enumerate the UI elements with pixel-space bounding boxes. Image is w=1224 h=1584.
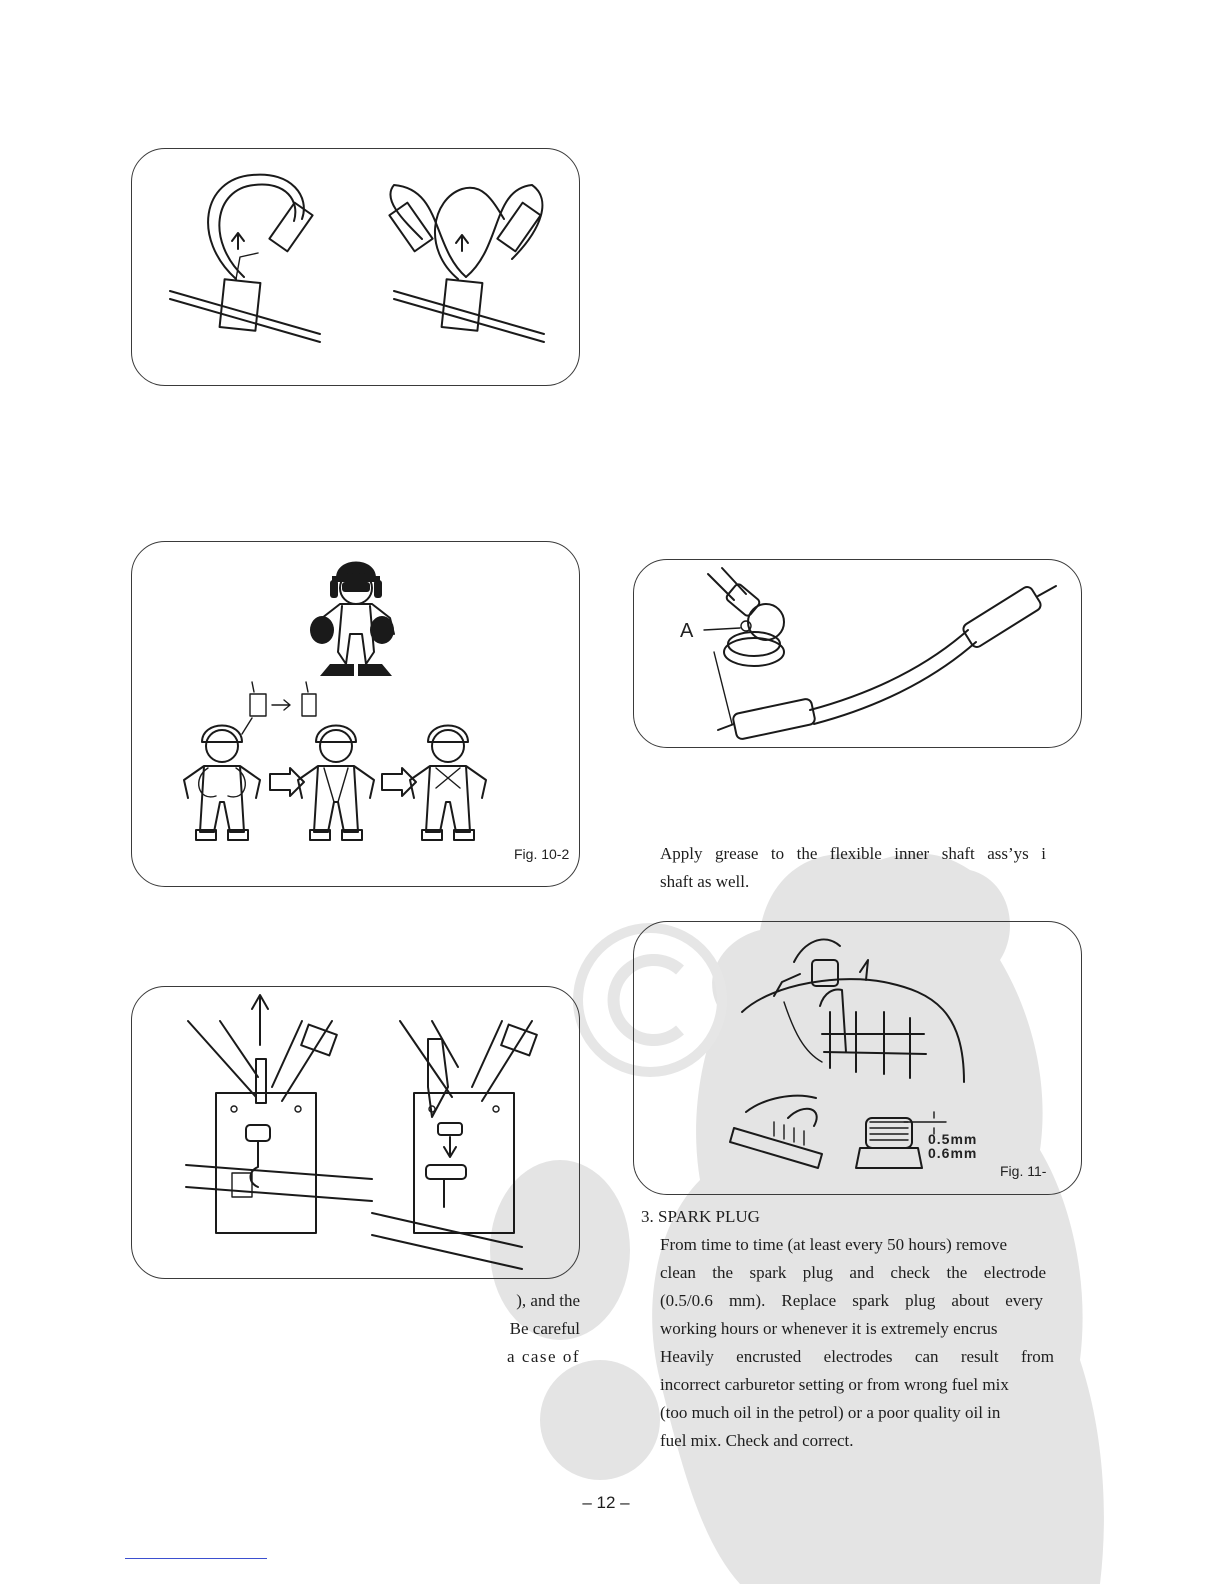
left-fragment-line-1: ), and the bbox=[516, 1291, 580, 1310]
figure-10-1-frame bbox=[131, 148, 580, 386]
spark-plug-line-2: clean the spark plug and check the electrode bbox=[660, 1263, 1046, 1282]
spark-plug-line-6: incorrect carburetor setting or from wrong fuel mix bbox=[660, 1375, 1009, 1394]
operator-front-figure bbox=[310, 562, 394, 677]
double-strap-drawing bbox=[389, 185, 544, 342]
spark-plug-line-7: (too much oil in the petrol) or a poor quality oil in bbox=[660, 1403, 1001, 1422]
callout-label-a: A bbox=[680, 620, 694, 642]
figure-11-1-frame bbox=[633, 559, 1082, 748]
figure-10-2-frame bbox=[131, 541, 580, 887]
gear-head-drawing bbox=[704, 568, 784, 666]
grease-line-2: shaft as well. bbox=[660, 872, 750, 891]
quick-release-illustration bbox=[132, 987, 579, 1278]
harness-sequence-figures bbox=[184, 726, 486, 841]
single-strap-drawing bbox=[170, 175, 320, 342]
flexible-shaft-illustration bbox=[634, 560, 1081, 747]
spark-plug-line-1: From time to time (at least every 50 hours) remove bbox=[660, 1235, 1007, 1254]
spark-plug-heading: 3. SPARK PLUG bbox=[641, 1207, 760, 1226]
gap-spec-1: 0.5mm bbox=[928, 1131, 978, 1147]
hook-detail-inset bbox=[242, 682, 316, 734]
release-pull-drawing bbox=[186, 995, 372, 1233]
wire-brush-drawing bbox=[730, 1096, 822, 1168]
spark-plug-illustration bbox=[634, 922, 1081, 1194]
harness-hook-illustration bbox=[132, 149, 579, 385]
engine-plug-removal-drawing bbox=[742, 939, 964, 1082]
figure-label: Fig. 11- bbox=[1000, 1163, 1047, 1179]
grease-line-1: Apply grease to the flexible inner shaft ass’ys i bbox=[660, 844, 1046, 863]
spark-plug-line-5: Heavily encrusted electrodes can result from bbox=[660, 1347, 1054, 1366]
gap-spec-2: 0.6mm bbox=[928, 1145, 978, 1161]
spark-plug-line-3: (0.5/0.6 mm). Replace spark plug about every bbox=[660, 1291, 1043, 1310]
left-fragment-line-2: Be careful bbox=[509, 1319, 580, 1338]
spark-plug-line-4: working hours or whenever it is extremely encrus bbox=[660, 1319, 998, 1338]
figure-10-3-frame bbox=[131, 986, 580, 1279]
spark-plug-line-8: fuel mix. Check and correct. bbox=[660, 1431, 854, 1450]
protective-gear-illustration bbox=[132, 542, 579, 886]
figure-11-2-frame bbox=[633, 921, 1082, 1195]
release-detached-drawing bbox=[372, 1021, 537, 1269]
figure-label: Fig. 10-2 bbox=[514, 846, 570, 862]
left-fragment-line-3: a case of bbox=[507, 1347, 580, 1366]
page-number: – 12 – bbox=[582, 1493, 630, 1512]
footer-link-underline bbox=[125, 1558, 267, 1559]
inner-shaft-drawing bbox=[714, 585, 1056, 740]
